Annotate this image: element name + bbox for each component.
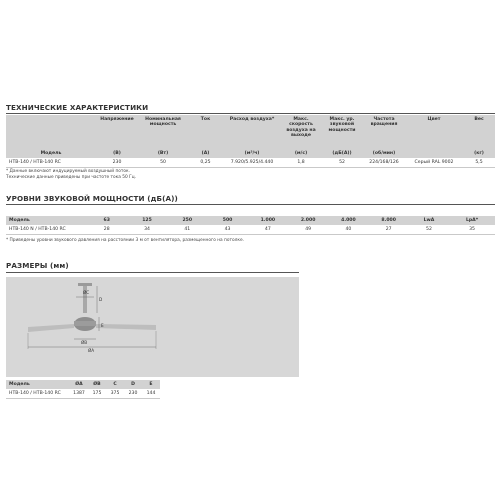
tech-header-bottom-8 [405,150,463,158]
tech-header-row [6,115,495,150]
dim-label-d: D [99,297,103,302]
table-row [6,389,160,399]
sound-header-63: 63 [87,216,127,225]
dim-label-e: E [101,323,104,328]
sound-cell-4000: 40 [328,225,368,235]
tech-header-bottom-0: Модель [6,150,96,158]
sound-header-4000: 4.000 [328,216,368,225]
tech-header-top-2: Номинальная мощность [138,115,188,150]
dims-cell-model: НТВ-140 / НТВ-140 RC [6,389,70,399]
right-blade-shape [96,324,156,330]
sound-header-500: 500 [207,216,247,225]
tech-header-top-1: Напряжение [96,115,138,150]
table-row [6,158,495,168]
dims-header-a: ØA [70,380,88,389]
sound-header-lwa: LwA [409,216,449,225]
dim-label-b: ØB [81,340,88,345]
sound-header-row [6,216,495,225]
dims-cell-b: 175 [88,389,106,399]
sound-cell-model: НТВ-140 N / НТВ-140 RC [6,225,87,235]
tech-header-bottom-6: (дБ(А)) [321,150,363,158]
tech-table [6,115,495,168]
sound-cell-63: 28 [87,225,127,235]
tech-header-top-5: Макс. скорость воздуха на выходе [281,115,321,150]
dims-cell-a: 1387 [70,389,88,399]
tech-header-bottom-9: (кг) [463,150,495,158]
tech-section-title: ТЕХНИЧЕСКИЕ ХАРАКТЕРИСТИКИ [6,103,149,112]
fan-dimension-diagram [6,277,299,377]
tech-cell-model: НТВ-140 / НТВ-140 RC [6,158,96,168]
sound-cell-250: 41 [167,225,207,235]
tech-cell-rpm: 224/168/126 [363,158,405,168]
dims-header-b: ØB [88,380,106,389]
tech-cell-airflow: 7.920/5.925/4.440 [223,158,281,168]
tech-cell-current: 0,25 [188,158,223,168]
left-blade-shape [28,324,74,332]
tech-header-units-row [6,150,495,158]
tech-cell-sound-power: 52 [321,158,363,168]
sound-header-1000: 1.000 [248,216,288,225]
sound-header-125: 125 [127,216,167,225]
tech-header-bottom-7: (об/мин) [363,150,405,158]
tech-cell-weight: 5,5 [463,158,495,168]
dims-cell-c: 375 [106,389,124,399]
sound-header-2000: 2.000 [288,216,328,225]
tech-header-bottom-3: (А) [188,150,223,158]
sound-cell-lwa: 52 [409,225,449,235]
tech-header-top-6: Макс. ур. звуковой мощности [321,115,363,150]
dims-header-d: D [124,380,142,389]
sound-section-rule [6,204,495,205]
sound-cell-125: 34 [127,225,167,235]
tech-cell-power: 50 [138,158,188,168]
sound-cell-1000: 47 [248,225,288,235]
dims-section-title: РАЗМЕРЫ (мм) [6,261,69,270]
tech-header-bottom-4: (м³/ч) [223,150,281,158]
sound-note: * Приведены уровни звукового давления на расстоянии 3 м от вентилятора, размещенного на потолке. [6,238,244,243]
tech-cell-color: Серый RAL 9002 [405,158,463,168]
tech-note-1: * Данные включают индуцируемый воздушный поток. [6,169,130,174]
tech-note-2: Технические данные приведены при частоте тока 50 Гц. [6,175,137,180]
sound-cell-8000: 27 [369,225,409,235]
tech-cell-air-speed: 1,8 [281,158,321,168]
dims-cell-d: 230 [124,389,142,399]
motor-band-shape [74,321,96,326]
dim-label-c: ØC [83,290,90,295]
tech-header-top-7: Частота вращения [363,115,405,150]
sound-table [6,216,495,235]
sound-header-model: Модель [6,216,87,225]
mount-plate-shape [78,283,92,286]
dims-section-rule [6,272,299,273]
sound-cell-2000: 49 [288,225,328,235]
dims-header-e: E [142,380,160,389]
tech-header-top-0 [6,115,96,150]
tech-header-top-9: Вес [463,115,495,150]
tech-header-bottom-5: (м/с) [281,150,321,158]
sound-section-title: УРОВНИ ЗВУКОВОЙ МОЩНОСТИ (дБ(А)) [6,194,178,203]
dims-header-c: C [106,380,124,389]
dims-cell-e: 144 [142,389,160,399]
sound-cell-500: 43 [207,225,247,235]
tech-cell-voltage: 230 [96,158,138,168]
tech-header-top-3: Ток [188,115,223,150]
tech-header-top-4: Расход воздуха* [223,115,281,150]
tech-header-bottom-2: (Вт) [138,150,188,158]
tech-header-top-8: Цвет [405,115,463,150]
tech-section-rule [6,113,495,114]
sound-header-lpa: LpA* [449,216,495,225]
dims-header-model: Модель [6,380,70,389]
sound-header-8000: 8.000 [369,216,409,225]
sound-header-250: 250 [167,216,207,225]
dims-header-row [6,380,160,389]
sound-cell-lpa: 35 [449,225,495,235]
dim-label-a: ØA [88,348,95,353]
table-row [6,225,495,235]
tech-header-bottom-1: (В) [96,150,138,158]
dims-table [6,380,160,399]
